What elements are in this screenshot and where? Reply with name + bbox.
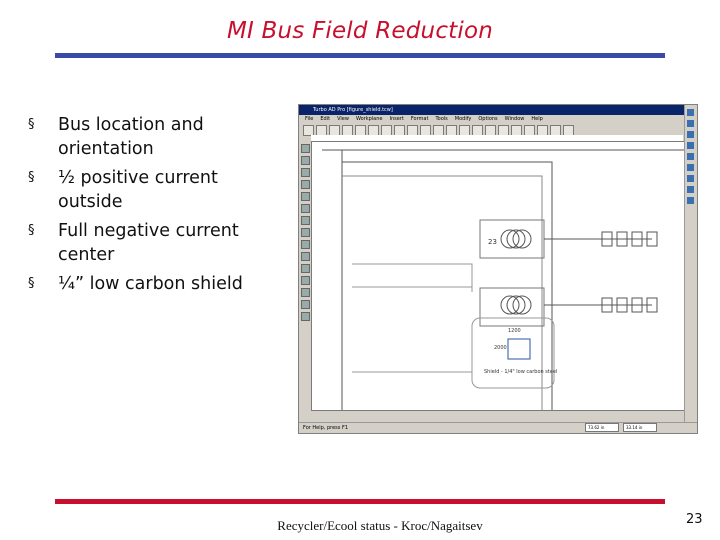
bullet-list [28,113,278,301]
title-rule [55,53,665,58]
tool-icon [301,192,310,201]
bullet-item [28,272,278,296]
tool-icon [301,204,310,213]
bus-label: 23 [488,238,497,246]
cad-menu-item: Help [531,116,543,122]
cad-right-panel [684,105,697,433]
bullet-item [28,113,278,161]
shield-caption: Shield - 1/4" low carbon steel [484,369,558,375]
bullet-marker: § [28,117,35,132]
tool-icon [301,288,310,297]
tool-icon [687,153,694,160]
footer-rule [55,499,665,504]
tool-icon [301,228,310,237]
tool-icon [301,156,310,165]
cad-menu-item: File [305,116,314,122]
cad-menubar [299,115,698,123]
cad-menu-item: Format [410,116,429,122]
bullet-marker: § [28,170,35,185]
dimension-label: 2000 [494,345,507,351]
tool-icon [687,142,694,149]
cad-menu-item: Window [504,116,525,122]
cad-drawing-canvas [311,141,685,411]
cad-left-toolbar [300,141,310,341]
cad-status-text: For Help, press F1 [303,425,349,431]
tool-icon [301,144,310,153]
bullet-text: Bus location and orientation [58,115,204,159]
tool-icon [687,197,694,204]
page-number: 23 [686,512,703,527]
cad-menu-item: View [337,116,349,122]
cad-menu-item: Edit [320,116,331,122]
tool-icon [687,186,694,193]
coord-field-y: 33.14 in [623,423,657,432]
cad-menu-item: Options [478,116,498,122]
bullet-marker: § [28,276,35,291]
bullet-text: ¼” low carbon shield [58,274,243,294]
tool-icon [301,168,310,177]
footer-text: Recycler/Ecool status - Kroc/Nagaitsev [277,518,483,533]
tool-icon [687,109,694,116]
bullet-text: ½ positive current outside [58,168,218,212]
slide-title: MI Bus Field Reduction [226,18,494,44]
tool-icon [301,180,310,189]
tool-icon [301,264,310,273]
tool-icon [301,252,310,261]
bullet-item [28,219,278,267]
cad-menu-item: Workplane [355,116,383,122]
tool-icon [687,120,694,127]
tool-icon [301,276,310,285]
cad-menu-item: Tools [435,116,448,122]
bullet-item [28,166,278,214]
cad-menu-item: Insert [389,116,404,122]
dimension-label: 1200 [508,328,521,334]
cad-titlebar [299,105,697,115]
tool-icon [687,131,694,138]
cad-menu-item: Modify [454,116,472,122]
cad-screenshot [298,104,698,434]
cad-drawing [312,142,684,410]
tool-icon [687,175,694,182]
cad-window-title: Turbo AD Pro [figure_shield.tcw] [313,107,393,113]
tool-icon [301,312,310,321]
tool-icon [687,164,694,171]
coord-field-x: 73.62 in [585,423,619,432]
bullet-marker: § [28,223,35,238]
tool-icon [301,216,310,225]
tool-icon [301,300,310,309]
bullet-text: Full negative current center [58,221,239,265]
tool-icon [301,240,310,249]
